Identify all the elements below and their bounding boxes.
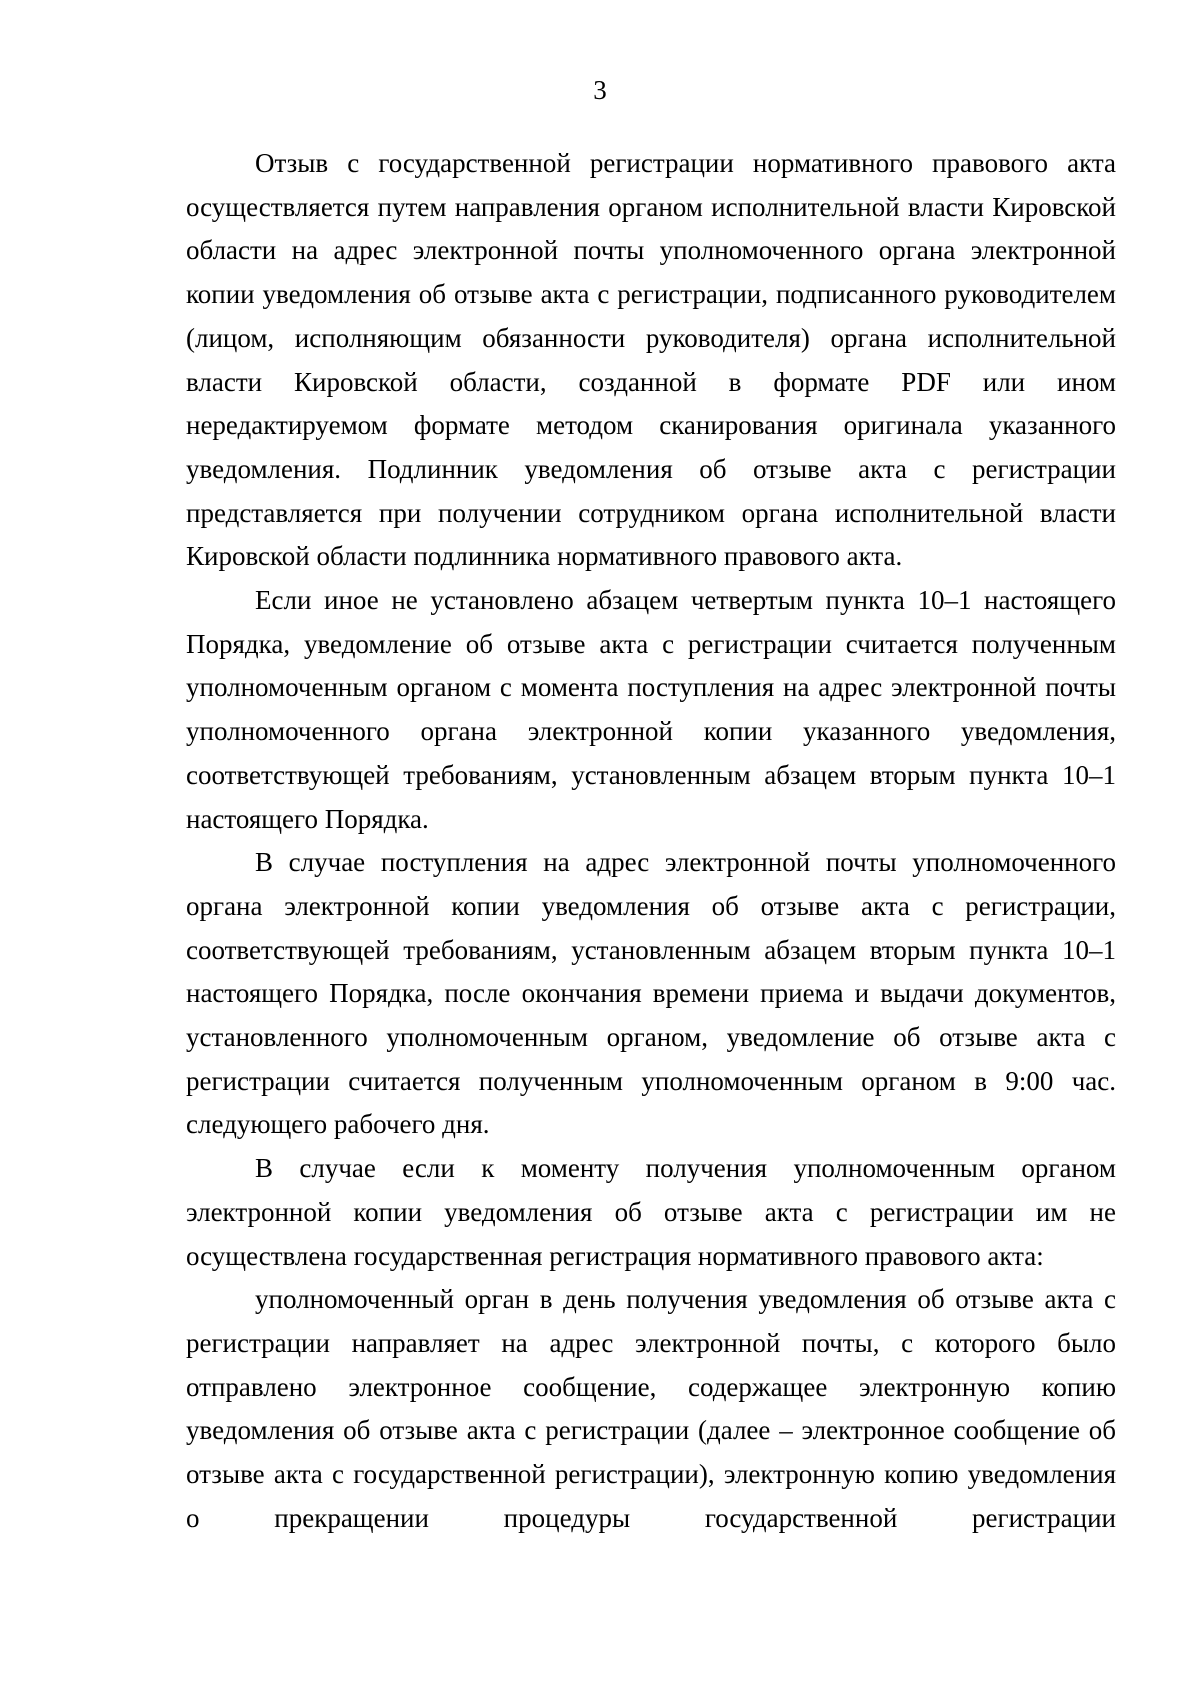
paragraph-revocation-procedure: Отзыв с государственной регистрации нормативного правового акта осуществляется путем направления органом исполнительной власти Кировской области на адрес электронной почты уполномоченного органа электронной копии уведомления об отзыве акта с регистрации, подписанного руководителем (лицом, исполняющим обязанности руководителя) органа исполнительной власти Кировской области, созданной в формате PDF или ином нередактируемом формате методом сканирования оригинала указанного уведомления. Подлинник уведомления об отзыве акта с регистрации представляется при получении сотрудником органа исполнительной власти Кировской области подлинника нормативного правового акта. (186, 148, 1116, 572)
page-number: 3 (593, 75, 607, 105)
paragraph-receipt-moment: Если иное не установлено абзацем четвертым пункта 10–1 настоящего Порядка, уведомление об отзыве акта с регистрации считается полученным уполномоченным органом с момента поступления на адрес электронной почты уполномоченного органа электронной копии указанного уведомления, соответствующей требованиям, установленным абзацем вторым пункта 10–1 настоящего Порядка. (186, 585, 1116, 834)
document-body (186, 142, 1116, 1541)
paragraph-registration-not-completed: В случае если к моменту получения уполномоченным органом электронной копии уведомления об отзыве акта с регистрации им не осуществлена государственная регистрация нормативного правового акта: (186, 1153, 1116, 1271)
paragraph-after-hours-receipt: В случае поступления на адрес электронной почты уполномоченного органа электронной копии уведомления об отзыве акта с регистрации, соответствующей требованиям, установленным абзацем вторым пункта 10–1 настоящего Порядка, после окончания времени приема и выдачи документов, установленного уполномоченным органом, уведомление об отзыве акта с регистрации считается полученным уполномоченным органом в 9:00 час. следующего рабочего дня. (186, 847, 1116, 1140)
paragraph-authority-actions: уполномоченный орган в день получения уведомления об отзыве акта с регистрации направляет на адрес электронной почты, с которого было отправлено электронное сообщение, содержащее электронную копию уведомления об отзыве акта с регистрации (далее – электронное сообщение об отзыве акта с государственной регистрации), электронную копию уведомления о прекращении процедуры государственной регистрации (186, 1284, 1116, 1533)
